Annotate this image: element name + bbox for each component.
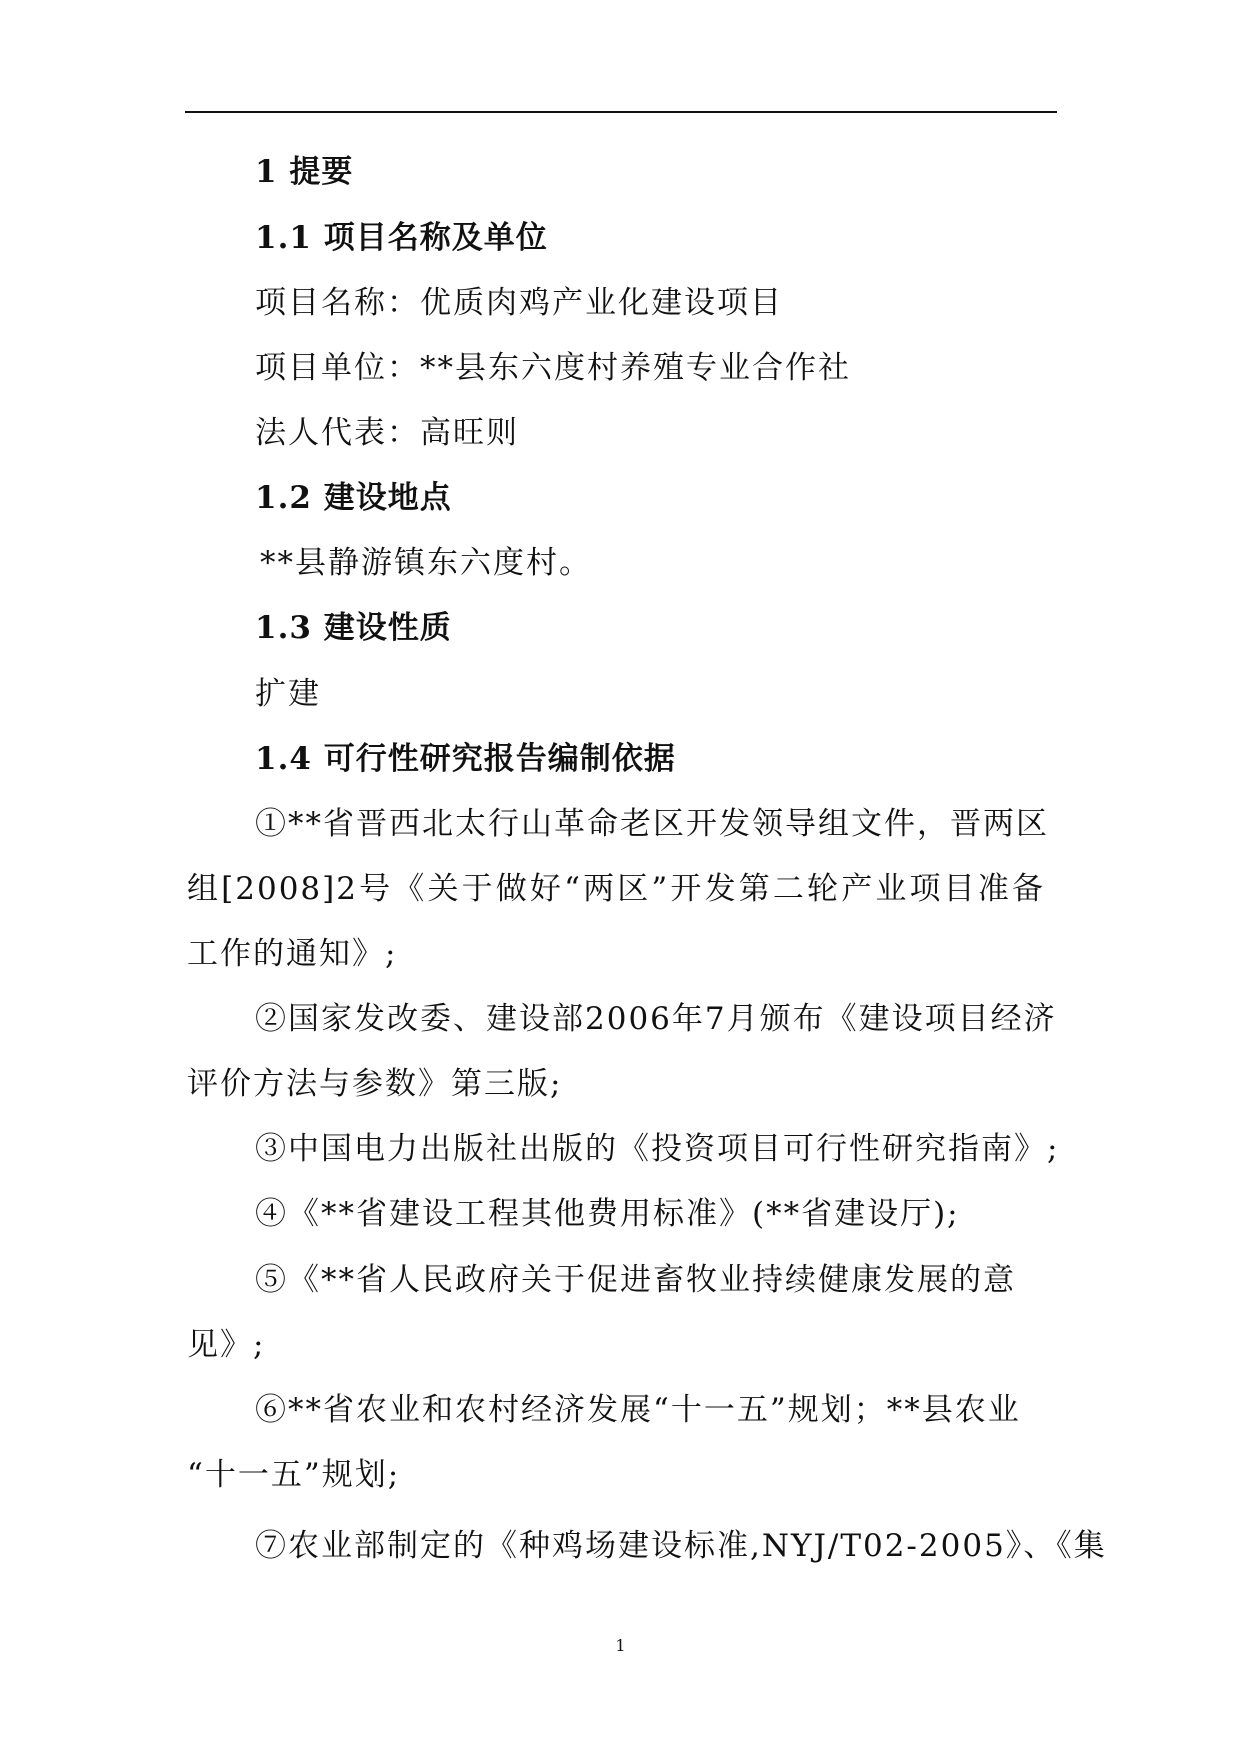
nature-line: 扩建 (255, 676, 321, 712)
basis-item-5-line-2: 见》; (187, 1327, 266, 1363)
heading-location: 1.2 建设地点 (255, 480, 452, 516)
basis-item-6-line-1: ⑥**省农业和农村经济发展“十一五”规划；**县农业 (255, 1392, 1021, 1428)
legal-rep-line: 法人代表：高旺则 (255, 415, 519, 451)
heading-summary: 1 提要 (255, 154, 354, 190)
basis-item-3: ③中国电力出版社出版的《投资项目可行性研究指南》; (255, 1131, 1060, 1167)
location-line: **县静游镇东六度村。 (260, 545, 592, 581)
heading-basis: 1.4 可行性研究报告编制依据 (255, 741, 676, 777)
project-unit-line: 项目单位：**县东六度村养殖专业合作社 (255, 350, 851, 386)
basis-item-6-line-2: “十一五”规划; (187, 1457, 401, 1493)
basis-item-5-line-1: ⑤《**省人民政府关于促进畜牧业持续健康发展的意 (255, 1262, 1016, 1298)
heading-project-name-unit: 1.1 项目名称及单位 (255, 220, 548, 256)
basis-item-1-line-3: 工作的通知》; (187, 936, 398, 972)
basis-item-2-line-2: 评价方法与参数》第三版; (187, 1066, 563, 1102)
page-number: 1 (615, 1636, 626, 1655)
basis-item-1-line-2: 组[2008]2号《关于做好“两区”开发第二轮产业项目准备 (187, 871, 1045, 907)
basis-item-1-line-1: ①**省晋西北太行山革命老区开发领导组文件，晋两区 (255, 806, 1049, 842)
project-name-line: 项目名称：优质肉鸡产业化建设项目 (255, 285, 783, 321)
basis-item-4: ④《**省建设工程其他费用标准》(**省建设厅); (255, 1196, 960, 1232)
basis-item-7-line-1: ⑦农业部制定的《种鸡场建设标准,NYJ/T02-2005》、《集 (255, 1528, 1107, 1564)
basis-item-2-line-1: ②国家发改委、建设部2006年7月颁布《建设项目经济 (255, 1001, 1057, 1037)
header-rule (185, 111, 1057, 113)
heading-nature: 1.3 建设性质 (255, 610, 452, 646)
